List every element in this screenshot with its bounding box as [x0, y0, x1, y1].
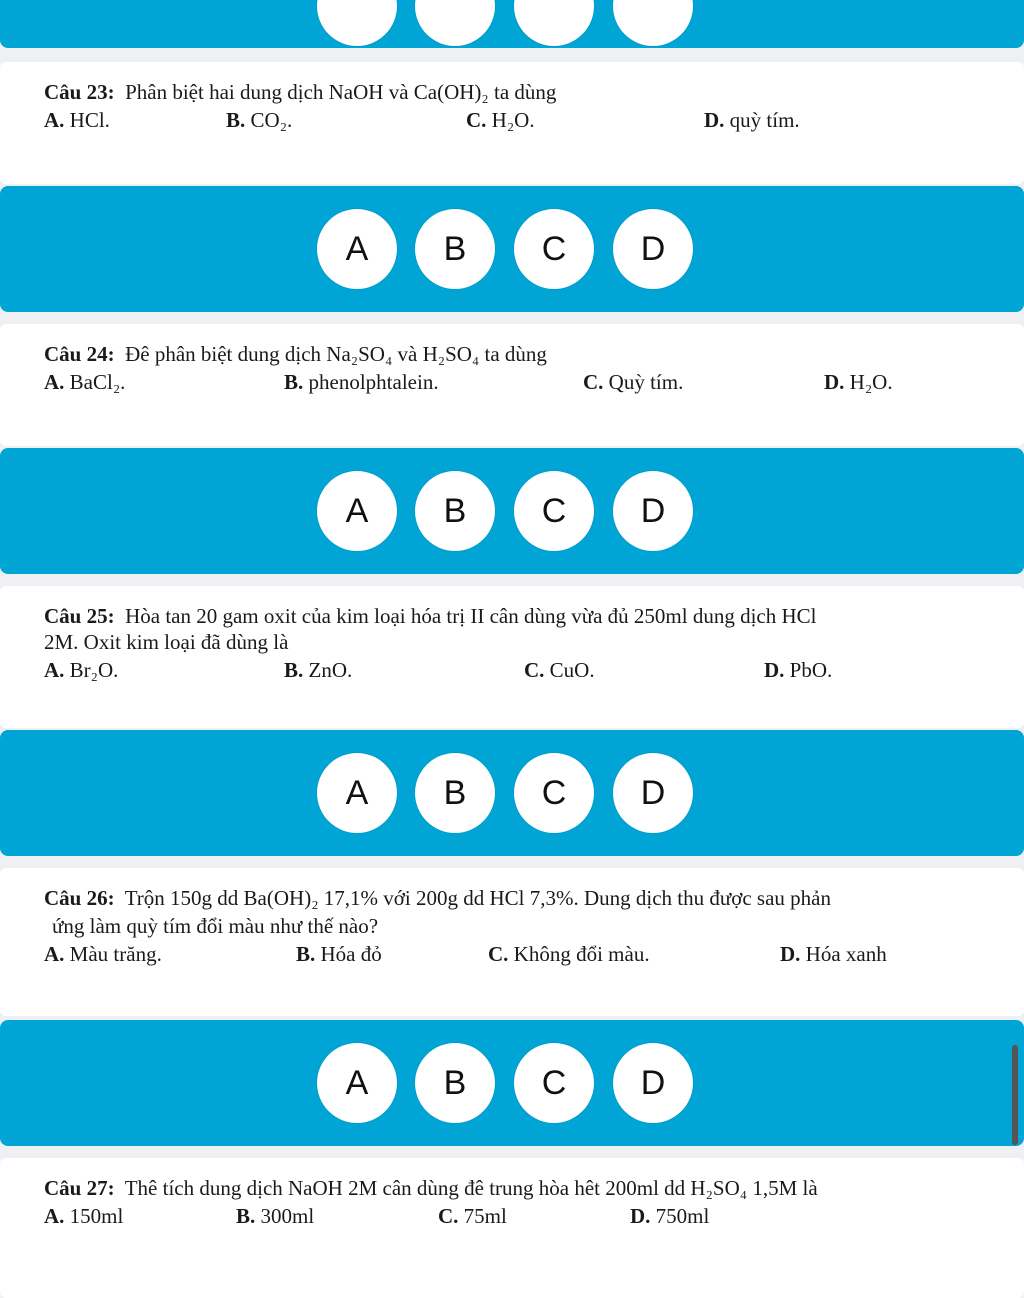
answer-band-23 — [0, 186, 1024, 312]
answer-button-a[interactable]: A — [317, 471, 397, 551]
answer-buttons — [0, 1043, 1024, 1123]
question-label: Câu 27: — [44, 1176, 115, 1200]
option-letter: D. — [764, 658, 785, 682]
question-label: Câu 26: — [44, 886, 115, 910]
option-text: PbO. — [789, 658, 833, 682]
answer-button-d[interactable]: D — [613, 471, 693, 551]
option-letter: A. — [44, 658, 65, 682]
answer-band-25 — [0, 730, 1024, 856]
answer-button-a[interactable]: A — [317, 209, 397, 289]
answer-button-b[interactable]: B — [415, 471, 495, 551]
question-card-23 — [0, 62, 1024, 184]
question-stem — [44, 604, 817, 629]
question-text: Phân biệt hai dung dịch NaOH và Ca(OH)₂ ta dùng — [125, 80, 557, 104]
option-text: 150ml — [69, 1204, 124, 1228]
option-text: Không đổi màu. — [513, 942, 650, 966]
question-stem — [44, 1176, 818, 1201]
answer-button-c[interactable]: C — [514, 753, 594, 833]
option-d[interactable] — [630, 1204, 709, 1229]
option-b[interactable] — [284, 658, 352, 683]
option-a[interactable] — [44, 942, 162, 967]
answer-band-24 — [0, 448, 1024, 574]
option-letter: A. — [44, 370, 65, 394]
answer-buttons-top — [0, 0, 1024, 46]
option-text: H₂O. — [491, 108, 535, 132]
question-card-24 — [0, 324, 1024, 446]
answer-button-b[interactable]: B — [415, 753, 495, 833]
option-letter: C. — [583, 370, 604, 394]
option-text: phenolphtalein. — [308, 370, 439, 394]
option-b[interactable] — [284, 370, 439, 395]
option-text: ZnO. — [308, 658, 353, 682]
option-letter: C. — [466, 108, 487, 132]
option-text: 75ml — [463, 1204, 507, 1228]
option-letter: A. — [44, 1204, 65, 1228]
option-letter: A. — [44, 108, 65, 132]
option-a[interactable] — [44, 1204, 123, 1229]
question-label: Câu 24: — [44, 342, 115, 366]
question-card-25 — [0, 586, 1024, 728]
option-letter: C. — [524, 658, 545, 682]
option-d[interactable] — [704, 108, 800, 133]
answer-button-c[interactable]: C — [514, 209, 594, 289]
option-c[interactable] — [466, 108, 535, 133]
answer-button-d[interactable]: D — [613, 209, 693, 289]
option-text: Hóa xanh — [805, 942, 887, 966]
option-a[interactable] — [44, 658, 118, 683]
option-text: BaCl₂. — [69, 370, 126, 394]
question-text: Thê tích dung dịch NaOH 2M cân dùng đê trung hòa hêt 200ml dd H₂SO₄ 1,5M là — [124, 1176, 818, 1200]
option-a[interactable] — [44, 108, 110, 133]
option-text: Màu trăng. — [69, 942, 162, 966]
question-text: Đê phân biệt dung dịch Na₂SO₄ và H₂SO₄ ta dùng — [125, 342, 547, 366]
option-text: Br₂O. — [69, 658, 119, 682]
question-stem — [44, 886, 831, 911]
answer-button-b-top[interactable] — [415, 0, 495, 46]
answer-buttons — [0, 471, 1024, 551]
option-d[interactable] — [764, 658, 832, 683]
option-text: CO₂. — [250, 108, 293, 132]
answer-band-top — [0, 0, 1024, 48]
option-b[interactable] — [226, 108, 292, 133]
option-b[interactable] — [236, 1204, 314, 1229]
question-text-line-2: 2M. Oxit kim loại đã dùng là — [44, 630, 289, 654]
option-text: Quỳ tím. — [608, 370, 684, 394]
answer-button-c-top[interactable] — [514, 0, 594, 46]
answer-button-a[interactable]: A — [317, 1043, 397, 1123]
option-text: quỳ tím. — [729, 108, 800, 132]
option-d[interactable] — [780, 942, 887, 967]
question-stem — [44, 80, 556, 105]
option-c[interactable] — [438, 1204, 507, 1229]
answer-button-d-top[interactable] — [613, 0, 693, 46]
answer-button-b[interactable]: B — [415, 1043, 495, 1123]
question-card-27 — [0, 1158, 1024, 1298]
answer-buttons — [0, 753, 1024, 833]
answer-band-26 — [0, 1020, 1024, 1146]
option-b[interactable] — [296, 942, 382, 967]
option-letter: B. — [284, 370, 304, 394]
option-letter: B. — [296, 942, 316, 966]
answer-buttons — [0, 209, 1024, 289]
scrollbar-thumb[interactable] — [1012, 1045, 1018, 1145]
question-card-26 — [0, 868, 1024, 1016]
option-letter: C. — [488, 942, 509, 966]
option-text: 750ml — [655, 1204, 710, 1228]
option-text: H₂O. — [849, 370, 893, 394]
answer-button-c[interactable]: C — [514, 1043, 594, 1123]
option-letter: C. — [438, 1204, 459, 1228]
option-text: 300ml — [260, 1204, 315, 1228]
answer-button-c[interactable]: C — [514, 471, 594, 551]
option-letter: D. — [824, 370, 845, 394]
question-text: Trộn 150g dd Ba(OH)₂ 17,1% với 200g dd HCl 7,3%. Dung dịch thu được sau phản — [124, 886, 831, 910]
question-label: Câu 23: — [44, 80, 115, 104]
answer-button-b[interactable]: B — [415, 209, 495, 289]
option-text: Hóa đỏ — [320, 942, 382, 966]
option-c[interactable] — [488, 942, 650, 967]
option-text: CuO. — [549, 658, 595, 682]
option-c[interactable] — [524, 658, 595, 683]
option-a[interactable] — [44, 370, 125, 395]
answer-button-d[interactable]: D — [613, 753, 693, 833]
option-c[interactable] — [583, 370, 683, 395]
option-text: HCl. — [69, 108, 110, 132]
option-letter: B. — [236, 1204, 256, 1228]
question-label: Câu 25: — [44, 604, 115, 628]
option-d[interactable] — [824, 370, 893, 395]
option-letter: D. — [704, 108, 725, 132]
option-letter: D. — [630, 1204, 651, 1228]
option-letter: B. — [284, 658, 304, 682]
option-letter: B. — [226, 108, 246, 132]
question-text-line-2: ứng làm quỳ tím đổi màu như thế nào? — [52, 914, 379, 938]
answer-button-a-top[interactable] — [317, 0, 397, 46]
question-text: Hòa tan 20 gam oxit của kim loại hóa trị II cân dùng vừa đủ 250ml dung dịch HCl — [125, 604, 817, 628]
question-stem — [44, 342, 547, 367]
answer-button-a[interactable]: A — [317, 753, 397, 833]
option-letter: A. — [44, 942, 65, 966]
answer-button-d[interactable]: D — [613, 1043, 693, 1123]
option-letter: D. — [780, 942, 801, 966]
